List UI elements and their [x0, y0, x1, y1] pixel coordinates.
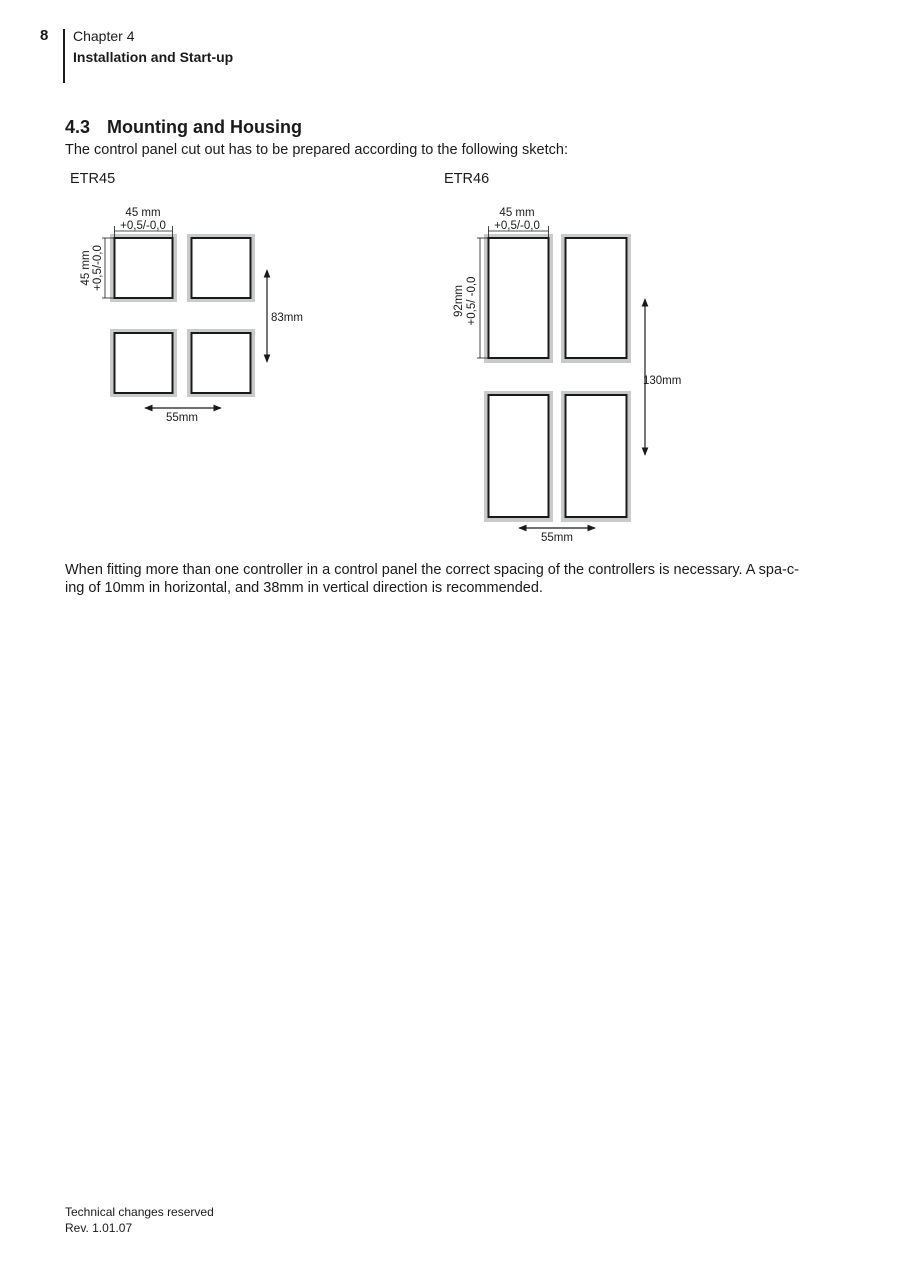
svg-text:55mm: 55mm	[541, 532, 573, 544]
chapter-label: Chapter 4	[73, 28, 135, 44]
spacing-note-line-1: When fitting more than one controller in a control panel the correct spacing of the controllers is necessary. A spa-c-	[65, 562, 799, 578]
etr46-width-dimension	[489, 207, 549, 238]
etr46-vertical-pitch	[643, 299, 681, 455]
etr46-horizontal-pitch	[519, 528, 595, 544]
section-number: 4.3	[65, 117, 91, 137]
svg-text:45 mm: 45 mm	[125, 207, 161, 219]
intro-paragraph: The control panel cut out has to be prepared according to the following sketch:	[65, 142, 568, 158]
etr46-cutouts	[484, 234, 631, 522]
svg-text:83mm: 83mm	[271, 312, 303, 324]
footer-revision: Rev. 1.01.07	[65, 1221, 133, 1235]
svg-text:+0,5/-0,0: +0,5/-0,0	[92, 245, 104, 291]
footer-disclaimer: Technical changes reserved	[65, 1205, 214, 1219]
etr45-horizontal-pitch	[145, 408, 221, 424]
etr45-cutouts	[110, 234, 255, 397]
spacing-note	[65, 561, 835, 597]
section-title: Mounting and Housing	[107, 117, 302, 137]
svg-text:+0,5/-0,0: +0,5/-0,0	[120, 220, 166, 232]
svg-text:55mm: 55mm	[166, 412, 198, 424]
chapter-title: Installation and Start-up	[73, 49, 234, 65]
page-number: 8	[40, 27, 49, 44]
spacing-note-line-2: ing of 10mm in horizontal, and 38mm in vertical direction is recommended.	[65, 580, 543, 596]
svg-text:130mm: 130mm	[643, 375, 682, 387]
svg-text:45 mm: 45 mm	[499, 207, 535, 219]
etr46-label: ETR46	[444, 171, 490, 187]
svg-text:92mm: 92mm	[453, 285, 465, 317]
etr46-height-dimension	[453, 238, 489, 358]
etr45-vertical-pitch	[267, 270, 303, 362]
svg-text:+0,5/ -0,0: +0,5/ -0,0	[466, 276, 478, 326]
svg-text:+0,5/-0,0: +0,5/-0,0	[494, 220, 540, 232]
cutout-sketch	[0, 0, 900, 560]
etr45-height-dimension	[80, 238, 115, 298]
etr45-label: ETR45	[70, 171, 116, 187]
svg-text:45 mm: 45 mm	[80, 250, 92, 286]
etr45-width-dimension	[115, 207, 173, 238]
